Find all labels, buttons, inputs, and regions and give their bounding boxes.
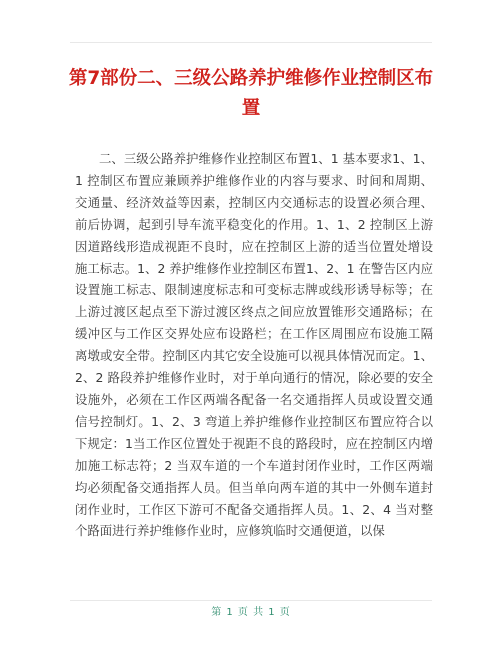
document-body: 二、三级公路养护维修作业控制区布置1、1 基本要求1、1、1 控制区布置应兼顾养护维修作业的内容与要求、时间和周期、交通量、经济效益等因素，控制区内交通标志的设置必须合理、前后协调，起到引导车流平稳变化的作用。1、1、2 控制区上游因道路线形造成视距不良时，应在控制区上游的适当位置处增设施工标志。1、2 养护维修作业控制区布置1、2、1 在警告区内应设置施工标志、限制速度标志和可变标志牌或线形诱导标等；在上游过渡区起点至下游过渡区终点之间应放置锥形交通路标；在缓冲区与工作区交界处应布设路栏；在工作区周围应布设施工隔离墩或安全带。控制区内其它安全设施可以视具体情况而定。1、2、2 路段养护维修作业时，对于单向通行的情况，除必要的安全设施外，必须在工作区两端各配备一名交通指挥人员或设置交通信号控制灯。1、2、3 弯道上养护维修作业控制区布置应符合以下规定：1当工作区位置处于视距不良的路段时，应在控制区内增加施工标志符；2 当双车道的一个车道封闭作业时，工作区两端均必须配备交通指挥人员。但当单向两车道的其中一外侧车道封闭作业时，工作区下游可不配备交通指挥人员。1、2、4 当对整个路面进行养护维修作业时，应修筑临时交通便道，以保 [75, 151, 433, 539]
document-title: 第7部份二、三级公路养护维修作业控制区布置 [68, 68, 434, 119]
footer-divider [70, 600, 432, 601]
page-number-footer: 第 1 页 共 1 页 [211, 607, 291, 618]
header-divider [70, 42, 432, 43]
